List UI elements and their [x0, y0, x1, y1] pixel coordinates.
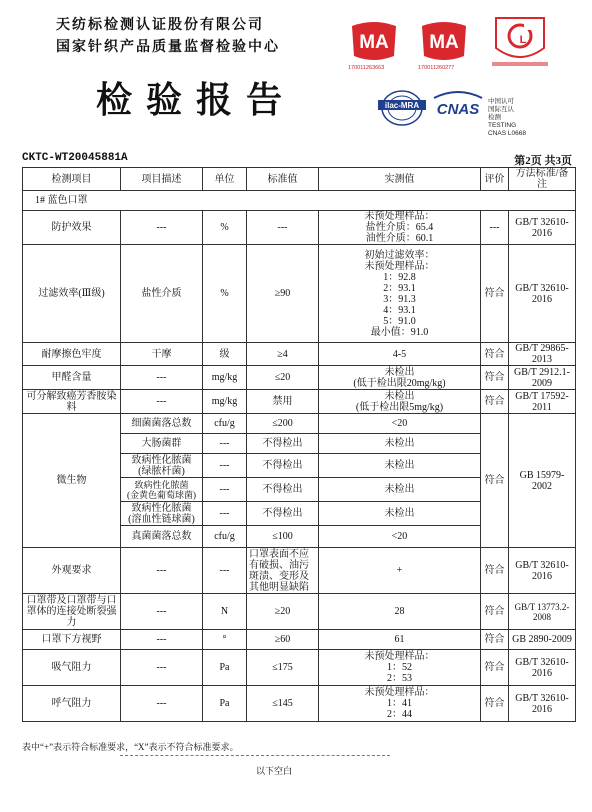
item-cell: 口罩下方视野	[23, 630, 121, 650]
evaluation-cell: 符合	[481, 414, 509, 548]
measured-cell: 4-5	[319, 343, 481, 366]
measured-line: 未预处理样品：	[364, 211, 435, 222]
method-cell: GB/T 29865-2013	[509, 343, 576, 366]
item-line: 罩体的连接处断裂强	[26, 606, 117, 617]
desc-line: (绿脓杆菌)	[138, 465, 185, 477]
cnas-logo	[430, 90, 486, 124]
measured-line: (低于检出限20mg/kg)	[353, 377, 446, 389]
table-row	[23, 211, 576, 245]
standard-cell: 禁用	[247, 390, 319, 414]
unit-cell: ---	[203, 478, 247, 502]
standard-cell: ≤100	[247, 526, 319, 548]
method-cell: GB/T 32610-2016	[509, 245, 576, 343]
unit-cell: ---	[203, 454, 247, 478]
standard-cell	[247, 548, 319, 594]
unit-cell: ---	[203, 548, 247, 594]
item-cell: 吸气阻力	[23, 650, 121, 686]
item-cell: 外观要求	[23, 548, 121, 594]
desc-cell: ---	[121, 630, 203, 650]
measured-cell: +	[319, 548, 481, 594]
cma-logo	[348, 20, 400, 62]
standard-cell: ≥60	[247, 630, 319, 650]
standard-line: 其他明显缺陷	[249, 581, 309, 593]
standard-line: 斑渍、变形及	[249, 570, 309, 582]
page-indicator: 第2页 共3页	[514, 155, 572, 167]
measured-cell	[319, 366, 481, 390]
legend-note: 表中“+”表示符合标准要求，“X”表示不符合标准要求。	[22, 742, 239, 752]
table-row	[23, 245, 576, 343]
evaluation-cell: 符合	[481, 343, 509, 366]
method-cell: GB/T 32610-2016	[509, 548, 576, 594]
standard-cell: ≤145	[247, 686, 319, 722]
organization-subname: 国家针织产品质量监督检验中心	[56, 40, 280, 55]
organization-name: 天纺标检测认证股份有限公司	[56, 18, 264, 33]
method-cell: GB/T 2912.1-2009	[509, 366, 576, 390]
cnas-text-line: 国际互认	[488, 106, 514, 113]
measured-line: 未预处理样品：	[364, 260, 435, 272]
measured-line: 未检出	[384, 366, 415, 378]
table-header-row	[23, 168, 576, 191]
cnas-text-line: 中国认可	[488, 98, 514, 105]
svg-text:MA: MA	[429, 32, 459, 53]
measured-cell	[319, 211, 481, 245]
desc-cell: ---	[121, 548, 203, 594]
table-row	[23, 650, 576, 686]
measured-cell: 未检出	[319, 454, 481, 478]
table-row	[23, 686, 576, 722]
unit-cell: %	[203, 211, 247, 245]
unit-cell: mg/kg	[203, 390, 247, 414]
standard-cell: ≤175	[247, 650, 319, 686]
standard-cell: ---	[247, 211, 319, 245]
column-header: 方法标准/备注	[509, 168, 576, 191]
desc-cell: ---	[121, 211, 203, 245]
standard-cell: 不得检出	[247, 434, 319, 454]
column-header: 检测项目	[23, 168, 121, 191]
desc-cell: 细菌菌落总数	[121, 414, 203, 434]
measured-line: 未预处理样品：	[364, 651, 435, 662]
evaluation-cell: 符合	[481, 686, 509, 722]
item-cell: 呼气阻力	[23, 686, 121, 722]
table-row	[23, 548, 576, 594]
standard-cell: ≥20	[247, 594, 319, 630]
table-row	[23, 366, 576, 390]
item-cell	[23, 594, 121, 630]
desc-cell	[121, 454, 203, 478]
cal-logo	[490, 14, 550, 68]
standard-cell: ≤20	[247, 366, 319, 390]
measured-line: 未检出	[384, 390, 415, 402]
desc-line: 致病性化脓菌	[134, 479, 189, 490]
unit-cell: cfu/g	[203, 526, 247, 548]
test-results-table	[22, 167, 576, 722]
measured-cell	[319, 686, 481, 722]
column-header: 标准值	[247, 168, 319, 191]
measured-cell: 28	[319, 594, 481, 630]
evaluation-cell: 符合	[481, 390, 509, 414]
measured-line: 盐性介质：65.4	[365, 222, 434, 233]
method-cell: GB/T 17592-2011	[509, 390, 576, 414]
svg-text:CNAS: CNAS	[436, 101, 480, 118]
measured-line: 4：93.1	[383, 304, 416, 316]
unit-cell: mg/kg	[203, 366, 247, 390]
method-cell: GB 2890-2009	[509, 630, 576, 650]
report-title: 检验报告	[96, 80, 297, 120]
item-cell: 过滤效率(Ⅲ级)	[23, 245, 121, 343]
item-cell: 甲醛含量	[23, 366, 121, 390]
measured-line: 1：41	[387, 698, 412, 709]
column-header: 项目描述	[121, 168, 203, 191]
method-cell: GB/T 13773.2-2008	[509, 594, 576, 630]
desc-cell: ---	[121, 390, 203, 414]
measured-line: 最小值：91.0	[370, 326, 429, 338]
svg-text:MA: MA	[359, 32, 389, 53]
svg-text:ilac-MRA: ilac-MRA	[384, 101, 420, 110]
unit-cell: Pa	[203, 650, 247, 686]
evaluation-cell: 符合	[481, 366, 509, 390]
evaluation-cell: ---	[481, 211, 509, 245]
column-header: 评价	[481, 168, 509, 191]
table-row	[23, 343, 576, 366]
measured-line: 2：93.1	[383, 282, 416, 294]
desc-cell: 盐性介质	[121, 245, 203, 343]
cnas-text-line: CNAS L0668	[488, 130, 526, 137]
item-line: 力	[66, 617, 77, 628]
measured-line: 油性介质：60.1	[365, 233, 434, 244]
desc-cell: 真菌菌落总数	[121, 526, 203, 548]
item-line: 口罩带及口罩带与口	[26, 595, 117, 606]
column-header: 单位	[203, 168, 247, 191]
measured-line: 1：92.8	[383, 271, 416, 283]
measured-cell	[319, 245, 481, 343]
measured-cell: 61	[319, 630, 481, 650]
cma-number-2: 170011260277	[418, 65, 455, 71]
cma-logo-2	[418, 20, 470, 62]
desc-line: (溶血性链球菌)	[128, 513, 195, 525]
standard-line: 口罩表面不应	[249, 548, 309, 560]
evaluation-cell: 符合	[481, 650, 509, 686]
method-cell: GB/T 32610-2016	[509, 650, 576, 686]
measured-line: 初始过滤效率：	[364, 249, 435, 261]
table-row	[23, 414, 576, 434]
measured-cell	[319, 390, 481, 414]
report-number: CKTC-WT20045881A	[22, 152, 128, 164]
unit-cell: °	[203, 630, 247, 650]
unit-cell: %	[203, 245, 247, 343]
desc-cell	[121, 478, 203, 502]
desc-cell	[121, 502, 203, 526]
method-cell: GB 15979-2002	[509, 414, 576, 548]
measured-line: 1：52	[387, 662, 412, 673]
measured-cell: <20	[319, 526, 481, 548]
measured-line: 3：91.3	[383, 293, 416, 305]
standard-cell: ≥4	[247, 343, 319, 366]
cnas-text-line: TESTING	[488, 122, 517, 129]
unit-cell: Pa	[203, 686, 247, 722]
method-cell: GB/T 32610-2016	[509, 686, 576, 722]
desc-cell: 大肠菌群	[121, 434, 203, 454]
evaluation-cell: 符合	[481, 548, 509, 594]
end-of-report-note: 以下空白	[256, 766, 293, 776]
cnas-accreditation-text	[488, 98, 526, 138]
evaluation-cell: 符合	[481, 594, 509, 630]
unit-cell: ---	[203, 434, 247, 454]
desc-cell: ---	[121, 366, 203, 390]
ilac-mra-logo	[376, 86, 428, 130]
measured-cell: 未检出	[319, 502, 481, 526]
standard-line: 有破损、油污	[249, 559, 309, 571]
desc-line: 致病性化脓菌	[131, 454, 192, 466]
desc-cell: ---	[121, 650, 203, 686]
evaluation-cell: 符合	[481, 630, 509, 650]
unit-cell: 级	[203, 343, 247, 366]
desc-cell: ---	[121, 686, 203, 722]
standard-cell: 不得检出	[247, 454, 319, 478]
unit-cell: ---	[203, 502, 247, 526]
desc-line: 致病性化脓菌	[131, 502, 192, 514]
item-cell: 耐摩擦色牢度	[23, 343, 121, 366]
cma-number-1: 170011263663	[348, 65, 385, 71]
column-header: 实测值	[319, 168, 481, 191]
cnas-text-line: 检测	[488, 114, 501, 121]
table-row	[23, 390, 576, 414]
measured-line: 5：91.0	[383, 315, 416, 327]
sample-section-row	[23, 191, 576, 211]
item-cell: 可分解致癌芳香胺染料	[23, 390, 121, 414]
measured-line: 2：53	[387, 673, 412, 684]
item-cell: 防护效果	[23, 211, 121, 245]
table-row	[23, 594, 576, 630]
measured-line: (低于检出限5mg/kg)	[355, 401, 444, 413]
measured-line: 未预处理样品：	[364, 687, 435, 698]
measured-cell: <20	[319, 414, 481, 434]
evaluation-cell: 符合	[481, 245, 509, 343]
item-cell: 微生物	[23, 414, 121, 548]
divider	[120, 755, 390, 756]
standard-cell: ≤200	[247, 414, 319, 434]
standard-cell: 不得检出	[247, 502, 319, 526]
sample-label: 1# 蓝色口罩	[23, 191, 576, 211]
desc-cell: 干摩	[121, 343, 203, 366]
measured-cell: 未检出	[319, 434, 481, 454]
table-row	[23, 630, 576, 650]
measured-line: 2：44	[387, 709, 412, 720]
desc-cell: ---	[121, 594, 203, 630]
measured-cell	[319, 650, 481, 686]
desc-line: (金黄色葡萄球菌)	[127, 489, 196, 500]
measured-cell: 未检出	[319, 478, 481, 502]
standard-cell: ≥90	[247, 245, 319, 343]
standard-cell: 不得检出	[247, 478, 319, 502]
unit-cell: cfu/g	[203, 414, 247, 434]
method-cell: GB/T 32610-2016	[509, 211, 576, 245]
unit-cell: N	[203, 594, 247, 630]
svg-text:L: L	[519, 34, 527, 46]
